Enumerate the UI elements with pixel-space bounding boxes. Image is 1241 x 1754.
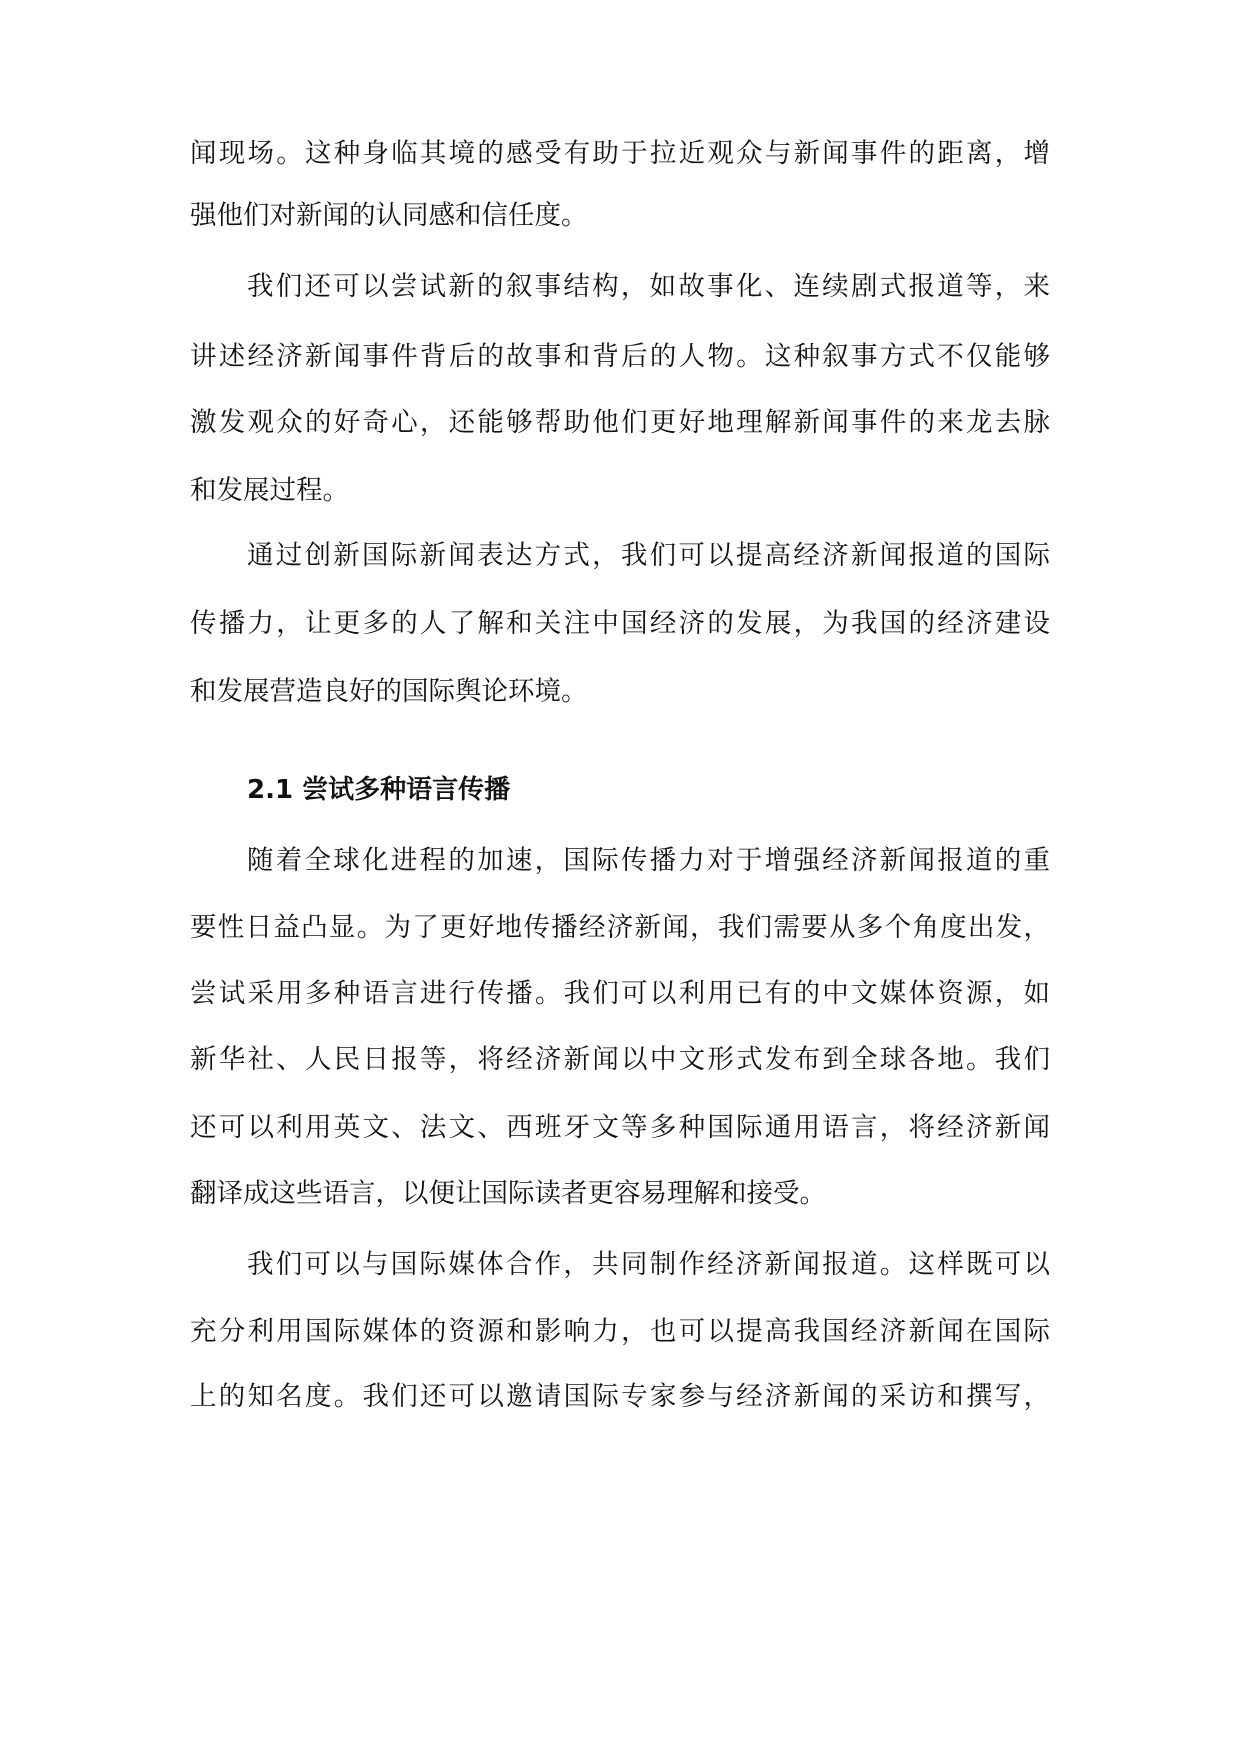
paragraph-line: 尝试采用多种语言进行传播。我们可以利用已有的中文媒体资源，如 (190, 978, 1050, 1009)
paragraph-line: 通过创新国际新闻表达方式，我们可以提高经济新闻报道的国际 (247, 540, 1050, 571)
paragraph-line: 讲述经济新闻事件背后的故事和背后的人物。这种叙事方式不仅能够 (190, 341, 1050, 372)
paragraph-line: 新华社、人民日报等，将经济新闻以中文形式发布到全球各地。我们 (190, 1044, 1050, 1075)
paragraph-line: 传播力，让更多的人了解和关注中国经济的发展，为我国的经济建设 (190, 608, 1050, 639)
paragraph-line: 强他们对新闻的认同感和信任度。 (190, 200, 588, 231)
paragraph-line: 要性日益凸显。为了更好地传播经济新闻，我们需要从多个角度出发， (190, 912, 1050, 943)
section-number: 2.1 (247, 775, 294, 805)
paragraph-line: 随着全球化进程的加速，国际传播力对于增强经济新闻报道的重 (247, 845, 1050, 876)
paragraph-line: 还可以利用英文、法文、西班牙文等多种国际通用语言，将经济新闻 (190, 1112, 1050, 1143)
paragraph-line: 充分利用国际媒体的资源和影响力，也可以提高我国经济新闻在国际 (190, 1316, 1050, 1347)
paragraph-line: 我们可以与国际媒体合作，共同制作经济新闻报道。这样既可以 (247, 1249, 1050, 1280)
paragraph-line: 和发展过程。 (190, 475, 349, 506)
paragraph-line: 闻现场。这种身临其境的感受有助于拉近观众与新闻事件的距离，增 (190, 138, 1050, 169)
paragraph-line: 激发观众的好奇心，还能够帮助他们更好地理解新闻事件的来龙去脉 (190, 407, 1050, 438)
paragraph-line: 上的知名度。我们还可以邀请国际专家参与经济新闻的采访和撰写， (190, 1381, 1050, 1412)
paragraph-line: 我们还可以尝试新的叙事结构，如故事化、连续剧式报道等，来 (247, 271, 1050, 302)
section-heading (247, 772, 510, 808)
paragraph-line: 和发展营造良好的国际舆论环境。 (190, 676, 588, 707)
section-title: 尝试多种语言传播 (302, 775, 511, 805)
paragraph-line: 翻译成这些语言，以便让国际读者更容易理解和接受。 (190, 1178, 826, 1209)
